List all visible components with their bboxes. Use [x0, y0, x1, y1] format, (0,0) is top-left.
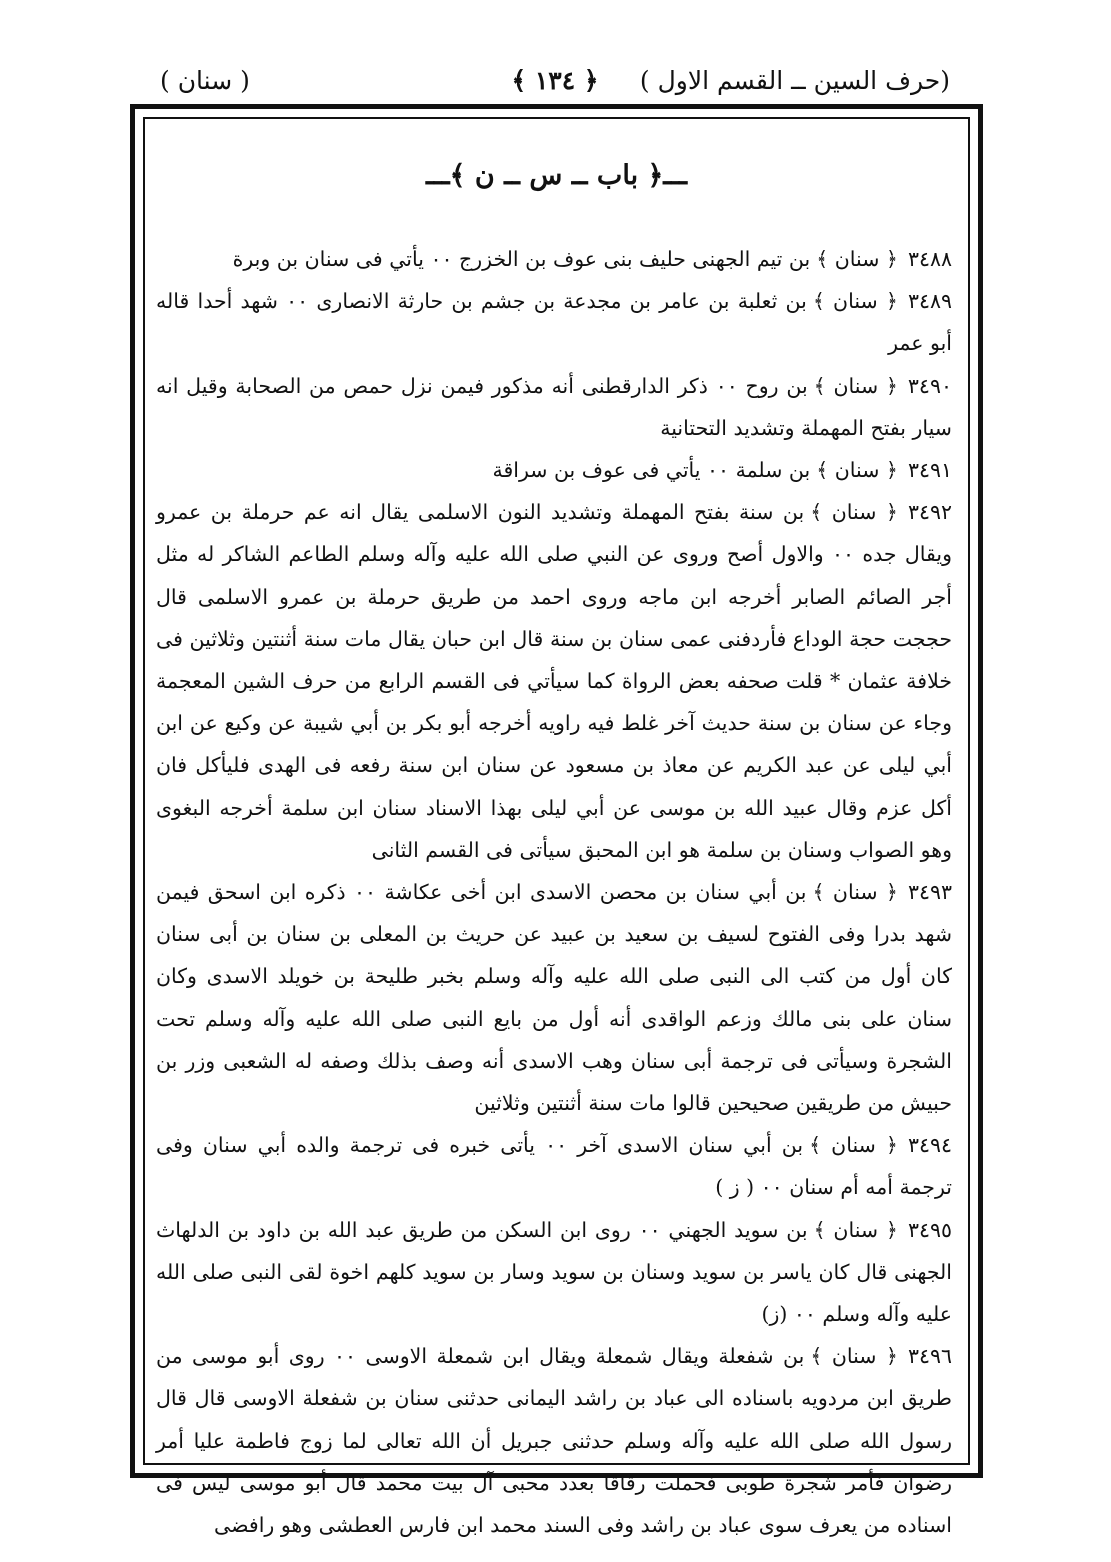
entry-text: بن سلمة ٠٠ يأتي فى عوف بن سراقة	[492, 458, 811, 483]
entry-3492	[156, 491, 952, 871]
entry-number: ٣٤٩٤	[907, 1133, 952, 1158]
entry-text: بن روح ٠٠ ذكر الدارقطنى أنه مذكور فيمن نزل حمص من الصحابة وقيل انه سيار بفتح المهملة وتشديد التحتانية	[156, 373, 952, 440]
entry-text: بن تيم الجهنى حليف بنى عوف بن الخزرج ٠٠ يأتي فى سنان بن وبرة	[232, 247, 811, 271]
entry-number: ٣٤٨٨	[907, 247, 952, 271]
entry-name: ﴿ سنان ﴾	[813, 1217, 898, 1242]
entry-name: ﴿ سنان ﴾	[816, 247, 898, 271]
entries-body	[156, 238, 952, 1546]
entry-number: ٣٤٩٢	[907, 500, 952, 525]
entry-3494	[156, 1124, 952, 1208]
entry-name: ﴿ سنان ﴾	[810, 500, 898, 525]
entry-name: ﴿ سنان ﴾	[809, 1133, 898, 1158]
entry-name: ﴿ سنان ﴾	[812, 880, 898, 905]
entry-3491	[156, 449, 952, 491]
entry-3496	[156, 1335, 952, 1546]
entry-number: ٣٤٩٣	[907, 880, 952, 905]
entry-text: بن أبي سنان الاسدى آخر ٠٠ يأتى خبره فى ترجمة والده أبي سنان وفى ترجمة أمه أم سنان ٠٠ ( ز )	[156, 1133, 952, 1200]
entry-text: بن سويد الجهني ٠٠ روى ابن السكن من طريق عبد الله بن داود بن الدلهاث الجهنى قال كان ياسر بن سويد وسنان بن سويد وسار بن سويد كلهم اخوة لقى النبى صلى الله عليه وآله وسلم ٠٠ (ز)	[156, 1217, 952, 1327]
running-head-entry: ( سنان )	[160, 66, 250, 95]
page-number: ﴿ ١٣٤ ﴾	[511, 66, 599, 95]
entry-number: ٣٤٩٠	[907, 373, 952, 398]
entry-number: ٣٤٩٦	[907, 1344, 952, 1369]
entry-3488	[156, 238, 952, 280]
entry-name: ﴿ سنان ﴾	[812, 289, 898, 314]
entry-text: بن سنة بفتح المهملة وتشديد النون الاسلمى يقال انه عم حرملة بن عمرو ويقال جده ٠٠ والاول أصح وروى عن النبي صلى الله عليه وآله وسلم الطاعم الشاكر له مثل أجر الصائم الصابر أخرجه ابن ماجه وروى احمد من طريق حرملة بن عمرو الاسلمى قال حججت حجة الوداع فأردفنى عمى سنان بن سنة قال ابن حبان يقال مات سنة أثنتين وثلاثين فى خلافة عثمان * قلت صحفه بعض الرواة كما سيأتي فى القسم الرابع من حرف الشين المعجمة وجاء عن سنان بن سنة حديث آخر غلط فيه راويه أخرجه أبو بكر بن أبي شيبة عن وكيع عن ابن أبي ليلى عن عبد الكريم عن معاذ بن مسعود عن سنان ابن سنة رفعه فى الهدى فليأكل فان أكل عزم وقال عبيد الله بن موسى عن أبي ليلى بهذا الاسناد سنان ابن سلمة أخرجه البغوى وهو الصواب وسنان بن سلمة هو ابن المحبق سيأتى فى القسم الثانى	[156, 500, 952, 862]
entry-number: ٣٤٩٥	[907, 1217, 952, 1242]
entry-text: بن أبي سنان بن محصن الاسدى ابن أخى عكاشة ٠٠ ذكره ابن اسحق فيمن شهد بدرا وفى الفتوح لسيف بن سعيد بن عبيد عن حريث بن المعلى بن سنان بن أبى سنان كان أول من كتب الى النبى صلى الله عليه وآله وسلم بخبر طليحة بن خويلد الاسدى وكان سنان على بنى مالك وزعم الواقدى أنه أول من بايع النبى صلى الله عليه وآله وسلم تحت الشجرة وسيأتى فى ترجمة أبى سنان وهب الاسدى أنه وصف بذلك وصفه له الشعبى وزر بن حبيش من طريقين صحيحين قالوا مات سنة أثنتين وثلاثين	[156, 880, 952, 1116]
entry-text: بن شفعلة ويقال شمعلة ويقال ابن شمعلة الاوسى ٠٠ روى أبو موسى من طريق ابن مردويه باسناده الى عباد بن راشد اليمانى حدثنى سنان بن شفعلة الاوسى قال قال رسول الله صلى الله عليه وآله وسلم حدثنى جبريل أن الله تعالى لما زوج فاطمة عليا أمر رضوان فأمر شجرة طوبى فحملت رقاقا بعدد محبى آل بيت محمد قال أبو موسى ليس فى اسناده من يعرف سوى عباد بن راشد وفى السند محمد ابن فارس العطشى وهو رافضى	[156, 1344, 952, 1538]
entry-number: ٣٤٨٩	[907, 289, 952, 314]
entry-number: ٣٤٩١	[907, 458, 952, 483]
entry-3490	[156, 365, 952, 449]
entry-name: ﴿ سنان ﴾	[813, 373, 898, 398]
chapter-title: ـــ﴿ باب ــ س ــ ن ﴾ـــ	[425, 160, 688, 191]
entry-name: ﴿ سنان ﴾	[816, 458, 898, 483]
entry-3489	[156, 280, 952, 364]
entry-name: ﴿ سنان ﴾	[810, 1344, 898, 1369]
running-head-section: (حرف السين ــ القسم الاول )	[639, 66, 950, 95]
entry-text: بن ثعلبة بن عامر بن مجدعة بن جشم بن حارثة الانصارى ٠٠ شهد أحدا قاله أبو عمر	[156, 289, 952, 356]
page-header	[160, 66, 950, 106]
entry-3493	[156, 871, 952, 1124]
entry-3495	[156, 1209, 952, 1336]
